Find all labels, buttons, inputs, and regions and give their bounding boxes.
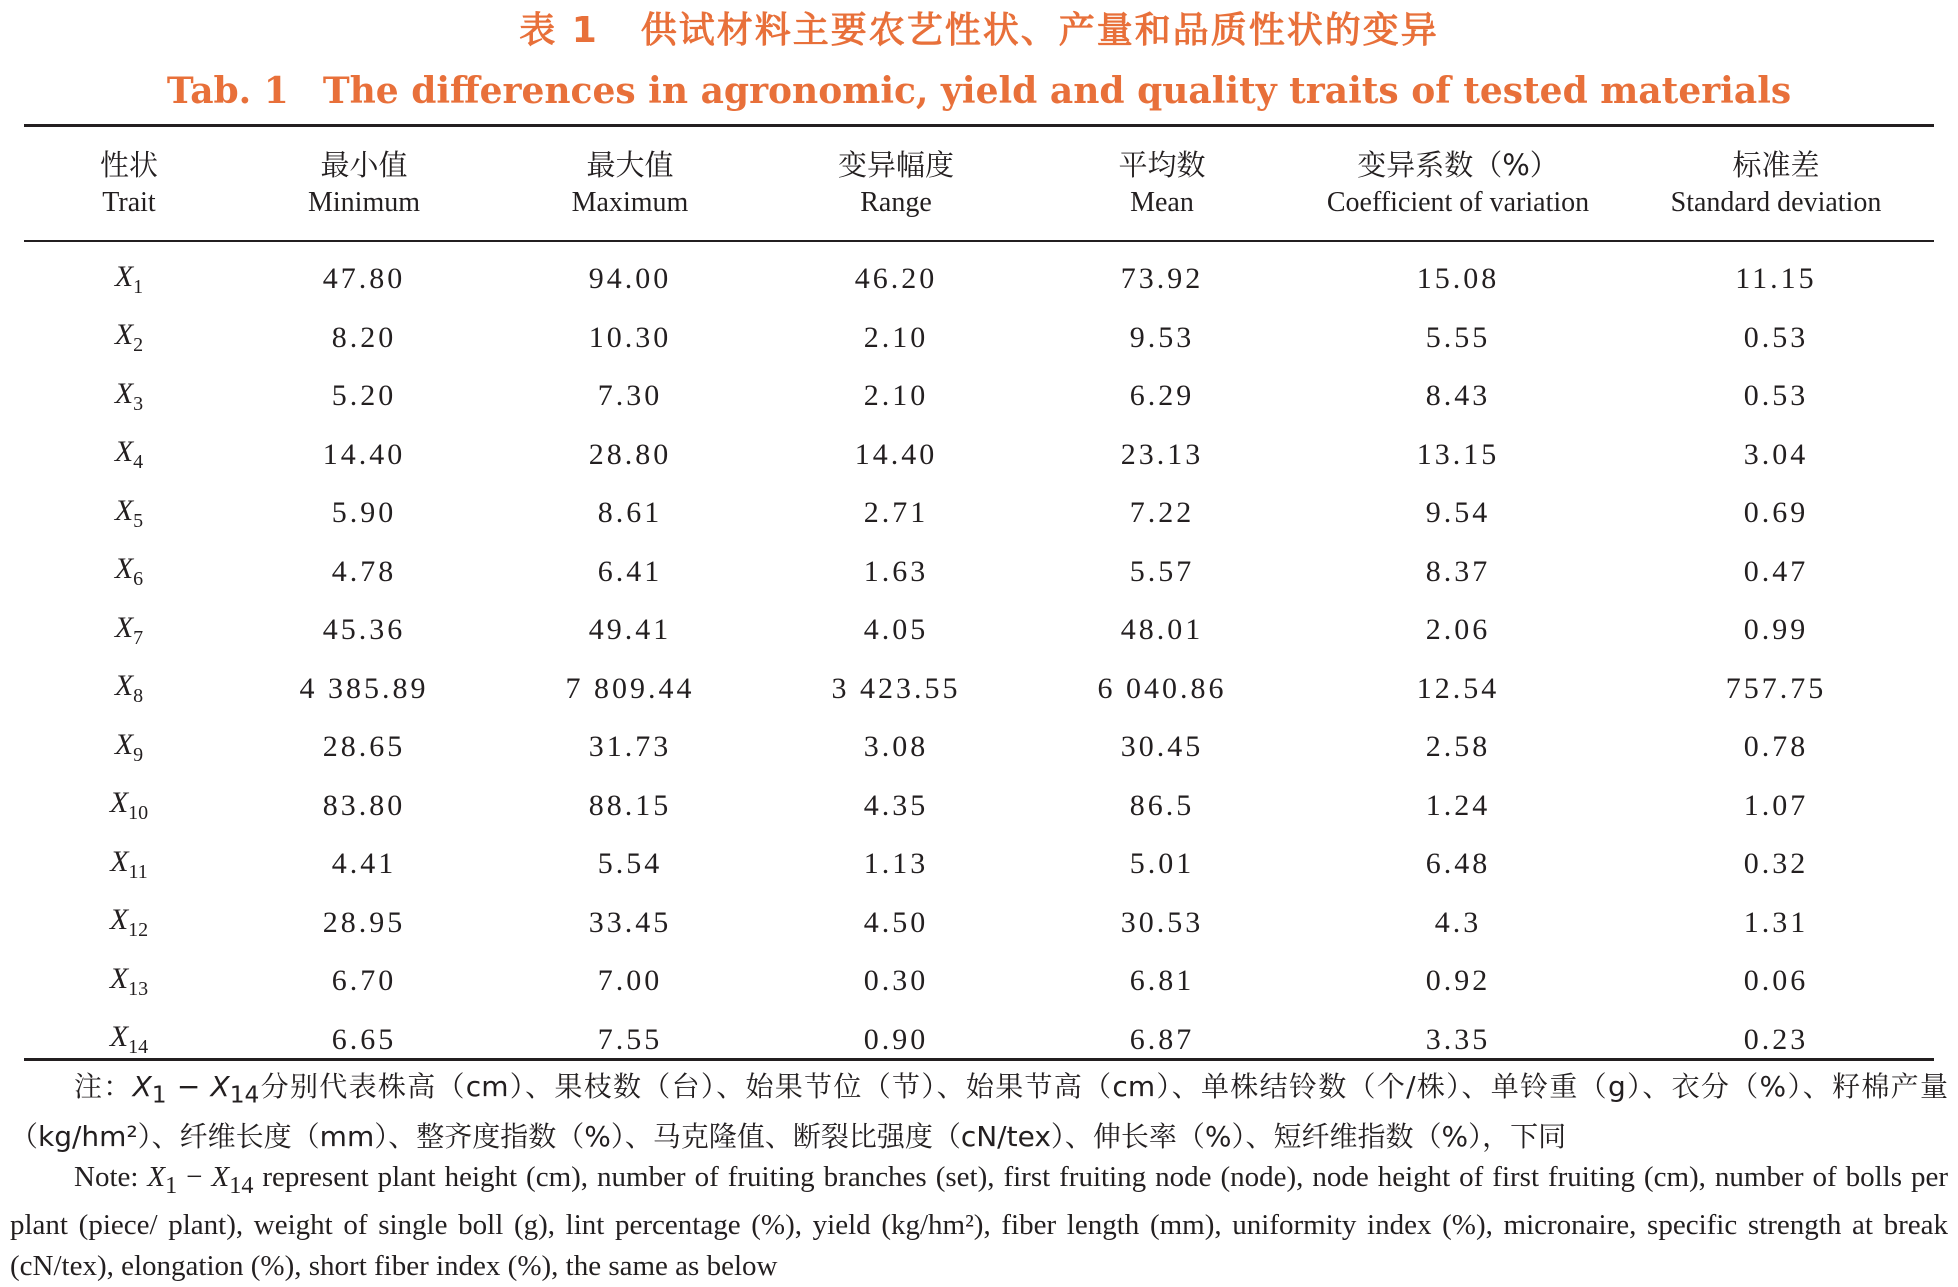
value-cell: 6.81 [1129, 964, 1195, 998]
value-cell: 23.13 [1120, 437, 1204, 471]
trait-subscript: 8 [133, 685, 144, 708]
table-row [24, 367, 1934, 426]
trait-subscript: 1 [133, 275, 144, 298]
value-cell: 4.78 [331, 554, 397, 588]
value-cell: 8.37 [1425, 554, 1491, 588]
value-cell: 12.54 [1416, 671, 1500, 705]
column-header-cn: 标准差 [1732, 148, 1820, 182]
note-cn-range-from: 1 [151, 1080, 167, 1109]
value-cell: 28.95 [322, 905, 406, 939]
value-cell: 9.54 [1425, 496, 1491, 530]
value-cell: 9.53 [1129, 320, 1195, 354]
value-cell: 7.30 [597, 379, 663, 413]
column-header-cn: 性状 [99, 148, 158, 182]
value-cell: 2.71 [863, 496, 929, 530]
trait-cell [24, 894, 234, 953]
value-cell: 0.47 [1743, 554, 1809, 588]
table-label-en: Tab. 1 [166, 70, 289, 112]
value-cell: 7 809.44 [565, 671, 695, 705]
note-en [10, 1157, 1948, 1287]
trait-cell [24, 601, 234, 660]
value-cell: 6.41 [597, 554, 663, 588]
value-cell: 2.58 [1425, 730, 1491, 764]
value-cell: 47.80 [322, 262, 406, 296]
trait-cell [24, 367, 234, 426]
table-header-row [24, 128, 1934, 240]
table-caption-cn: 供试材料主要农艺性状、产量和品质性状的变异 [640, 10, 1439, 51]
trait-symbol: X [114, 376, 134, 410]
column-header-en: Range [860, 187, 932, 218]
column-header [234, 128, 494, 240]
value-cell: 0.30 [863, 964, 929, 998]
value-cell: 5.54 [597, 847, 663, 881]
value-cell: 94.00 [588, 262, 672, 296]
trait-cell [24, 426, 234, 485]
value-cell: 0.78 [1743, 730, 1809, 764]
note-en-range-var-a: X [147, 1160, 166, 1193]
value-cell: 7.00 [597, 964, 663, 998]
value-cell: 28.65 [322, 730, 406, 764]
value-cell: 1.24 [1425, 788, 1491, 822]
trait-symbol: X [114, 727, 134, 761]
trait-symbol: X [109, 786, 129, 820]
value-cell: 4.05 [863, 613, 929, 647]
trait-subscript: 2 [133, 334, 144, 357]
value-cell: 10.30 [588, 320, 672, 354]
value-cell: 6 040.86 [1097, 671, 1227, 705]
trait-cell [24, 835, 234, 894]
trait-subscript: 5 [133, 509, 144, 532]
value-cell: 6.48 [1425, 847, 1491, 881]
value-cell: 2.10 [863, 379, 929, 413]
value-cell: 0.69 [1743, 496, 1809, 530]
table-row [24, 660, 1934, 719]
trait-symbol: X [109, 1020, 129, 1054]
trait-subscript: 11 [128, 860, 148, 883]
trait-symbol: X [114, 552, 134, 586]
trait-symbol: X [114, 259, 134, 293]
value-cell: 83.80 [322, 788, 406, 822]
table-row [24, 240, 1934, 309]
value-cell: 6.87 [1129, 1022, 1195, 1056]
table-row [24, 1011, 1934, 1070]
value-cell: 30.53 [1120, 905, 1204, 939]
column-header-en: Coefficient of variation [1326, 187, 1590, 218]
value-cell: 45.36 [322, 613, 406, 647]
note-en-text: represent plant height (cm), number of fruiting branches (set), first fruiting node (node), node height of first fruiting (cm), number of bolls per plant (piece/ plant), weight of single boll (g), lint percentage (%), yield (kg/hm²), fiber length (mm), uniformity index (%), micronaire, specific strength at break (cN/tex), elongation (%), short fiber index (%), the same as below [10, 1160, 1948, 1283]
note-en-range-from: 1 [165, 1171, 178, 1199]
value-cell: 2.06 [1425, 613, 1491, 647]
trait-subscript: 3 [133, 392, 144, 415]
trait-cell [24, 309, 234, 368]
note-cn-range-sep: − [166, 1070, 211, 1103]
trait-cell [24, 952, 234, 1011]
value-cell: 13.15 [1416, 437, 1500, 471]
trait-subscript: 4 [133, 451, 144, 474]
value-cell: 0.32 [1743, 847, 1809, 881]
table-title-en [0, 70, 1958, 112]
value-cell: 3.35 [1425, 1022, 1491, 1056]
table-row [24, 426, 1934, 485]
value-cell: 0.99 [1743, 613, 1809, 647]
value-cell: 8.61 [597, 496, 663, 530]
value-cell: 0.06 [1743, 964, 1809, 998]
value-cell: 49.41 [588, 613, 672, 647]
value-cell: 15.08 [1416, 262, 1500, 296]
trait-cell [24, 543, 234, 602]
value-cell: 73.92 [1120, 262, 1204, 296]
column-header [1618, 128, 1934, 240]
note-cn-range-var-b: X [210, 1070, 230, 1103]
trait-subscript: 10 [128, 802, 149, 825]
column-header-en: Trait [102, 187, 156, 218]
trait-cell [24, 777, 234, 836]
note-cn-prefix: 注： [74, 1070, 133, 1103]
trait-cell [24, 484, 234, 543]
trait-cell [24, 660, 234, 719]
trait-subscript: 12 [128, 919, 149, 942]
value-cell: 757.75 [1725, 671, 1827, 705]
table-body [24, 240, 1934, 1069]
note-cn-range-var-a: X [132, 1070, 152, 1103]
value-cell: 5.57 [1129, 554, 1195, 588]
trait-cell [24, 718, 234, 777]
trait-symbol: X [114, 318, 134, 352]
value-cell: 0.23 [1743, 1022, 1809, 1056]
column-header [1026, 128, 1298, 240]
value-cell: 1.63 [863, 554, 929, 588]
value-cell: 5.01 [1129, 847, 1195, 881]
value-cell: 3 423.55 [831, 671, 961, 705]
trait-symbol: X [114, 669, 134, 703]
table-title-cn [0, 2, 1958, 53]
column-header [766, 128, 1026, 240]
table-row [24, 894, 1934, 953]
column-header-cn: 最大值 [586, 148, 674, 182]
value-cell: 48.01 [1120, 613, 1204, 647]
trait-symbol: X [110, 844, 129, 878]
value-cell: 1.13 [863, 847, 929, 881]
value-cell: 6.70 [331, 964, 397, 998]
note-en-prefix: Note: [74, 1160, 148, 1193]
value-cell: 0.53 [1743, 320, 1809, 354]
value-cell: 3.04 [1743, 437, 1809, 471]
column-header-en: Standard deviation [1670, 187, 1882, 218]
column-header [494, 128, 766, 240]
value-cell: 2.10 [863, 320, 929, 354]
trait-subscript: 13 [128, 977, 149, 1000]
value-cell: 6.29 [1129, 379, 1195, 413]
value-cell: 4.41 [331, 847, 397, 881]
value-cell: 30.45 [1120, 730, 1204, 764]
value-cell: 8.20 [331, 320, 397, 354]
trait-subscript: 9 [133, 743, 144, 766]
table-caption-en: The differences in agronomic, yield and quality traits of tested materials [322, 70, 1792, 112]
table-row [24, 777, 1934, 836]
value-cell: 31.73 [588, 730, 672, 764]
value-cell: 0.90 [863, 1022, 929, 1056]
column-header-en: Maximum [571, 187, 689, 218]
trait-symbol: X [114, 610, 134, 644]
table-row [24, 484, 1934, 543]
column-header-cn: 变异系数（%） [1357, 148, 1559, 182]
value-cell: 46.20 [854, 262, 938, 296]
value-cell: 5.55 [1425, 320, 1491, 354]
value-cell: 1.31 [1743, 905, 1809, 939]
value-cell: 11.15 [1735, 262, 1817, 296]
value-cell: 5.90 [331, 496, 397, 530]
value-cell: 14.40 [854, 437, 938, 471]
value-cell: 6.65 [331, 1022, 397, 1056]
table-notes [10, 1066, 1948, 1287]
value-cell: 4.3 [1434, 905, 1482, 939]
trait-symbol: X [114, 435, 134, 469]
table-row [24, 543, 1934, 602]
trait-symbol: X [114, 493, 134, 527]
trait-cell [24, 240, 234, 309]
value-cell: 88.15 [588, 788, 672, 822]
column-header-cn: 最小值 [320, 148, 408, 182]
value-cell: 14.40 [322, 437, 406, 471]
value-cell: 1.07 [1743, 788, 1809, 822]
column-header-en: Minimum [307, 187, 420, 218]
trait-subscript: 6 [133, 568, 144, 591]
note-cn-text: 分别代表株高（cm）、果枝数（台）、始果节位（节）、始果节高（cm）、单株结铃数（个/株）、单铃重（g）、衣分（%）、籽棉产量（kg/hm²）、纤维长度（mm）、整齐度指数（%）、马克隆值、断裂比强度（cN/tex）、伸长率（%）、短纤维指数（%），下同 [10, 1070, 1948, 1153]
column-header [1298, 128, 1618, 240]
value-cell: 7.55 [597, 1022, 663, 1056]
trait-symbol: X [109, 961, 129, 995]
note-en-range-to: 14 [229, 1171, 254, 1199]
note-en-range-sep: − [177, 1160, 212, 1193]
table-row [24, 309, 1934, 368]
value-cell: 8.43 [1425, 379, 1491, 413]
value-cell: 86.5 [1129, 788, 1195, 822]
value-cell: 5.20 [331, 379, 397, 413]
column-header-en: Mean [1130, 187, 1194, 218]
trait-symbol: X [109, 903, 129, 937]
column-header [24, 128, 234, 240]
table-row [24, 835, 1934, 894]
value-cell: 28.80 [588, 437, 672, 471]
column-header-cn: 平均数 [1118, 148, 1206, 182]
value-cell: 0.53 [1743, 379, 1809, 413]
data-table [24, 128, 1934, 1069]
table-row [24, 601, 1934, 660]
note-cn-range-to: 14 [229, 1080, 260, 1109]
trait-subscript: 7 [133, 626, 144, 649]
value-cell: 0.92 [1425, 964, 1491, 998]
value-cell: 4.50 [863, 905, 929, 939]
value-cell: 4 385.89 [299, 671, 429, 705]
table-row [24, 718, 1934, 777]
trait-cell [24, 1011, 234, 1070]
note-cn [10, 1066, 1948, 1157]
table-label-cn: 表 1 [519, 10, 599, 51]
value-cell: 4.35 [863, 788, 929, 822]
table-top-rule [24, 124, 1934, 127]
column-header-cn: 变异幅度 [837, 148, 954, 182]
table-row [24, 952, 1934, 1011]
trait-subscript: 14 [128, 1036, 149, 1059]
value-cell: 3.08 [863, 730, 929, 764]
value-cell: 33.45 [588, 905, 672, 939]
note-en-range-var-b: X [211, 1160, 230, 1193]
value-cell: 7.22 [1129, 496, 1195, 530]
